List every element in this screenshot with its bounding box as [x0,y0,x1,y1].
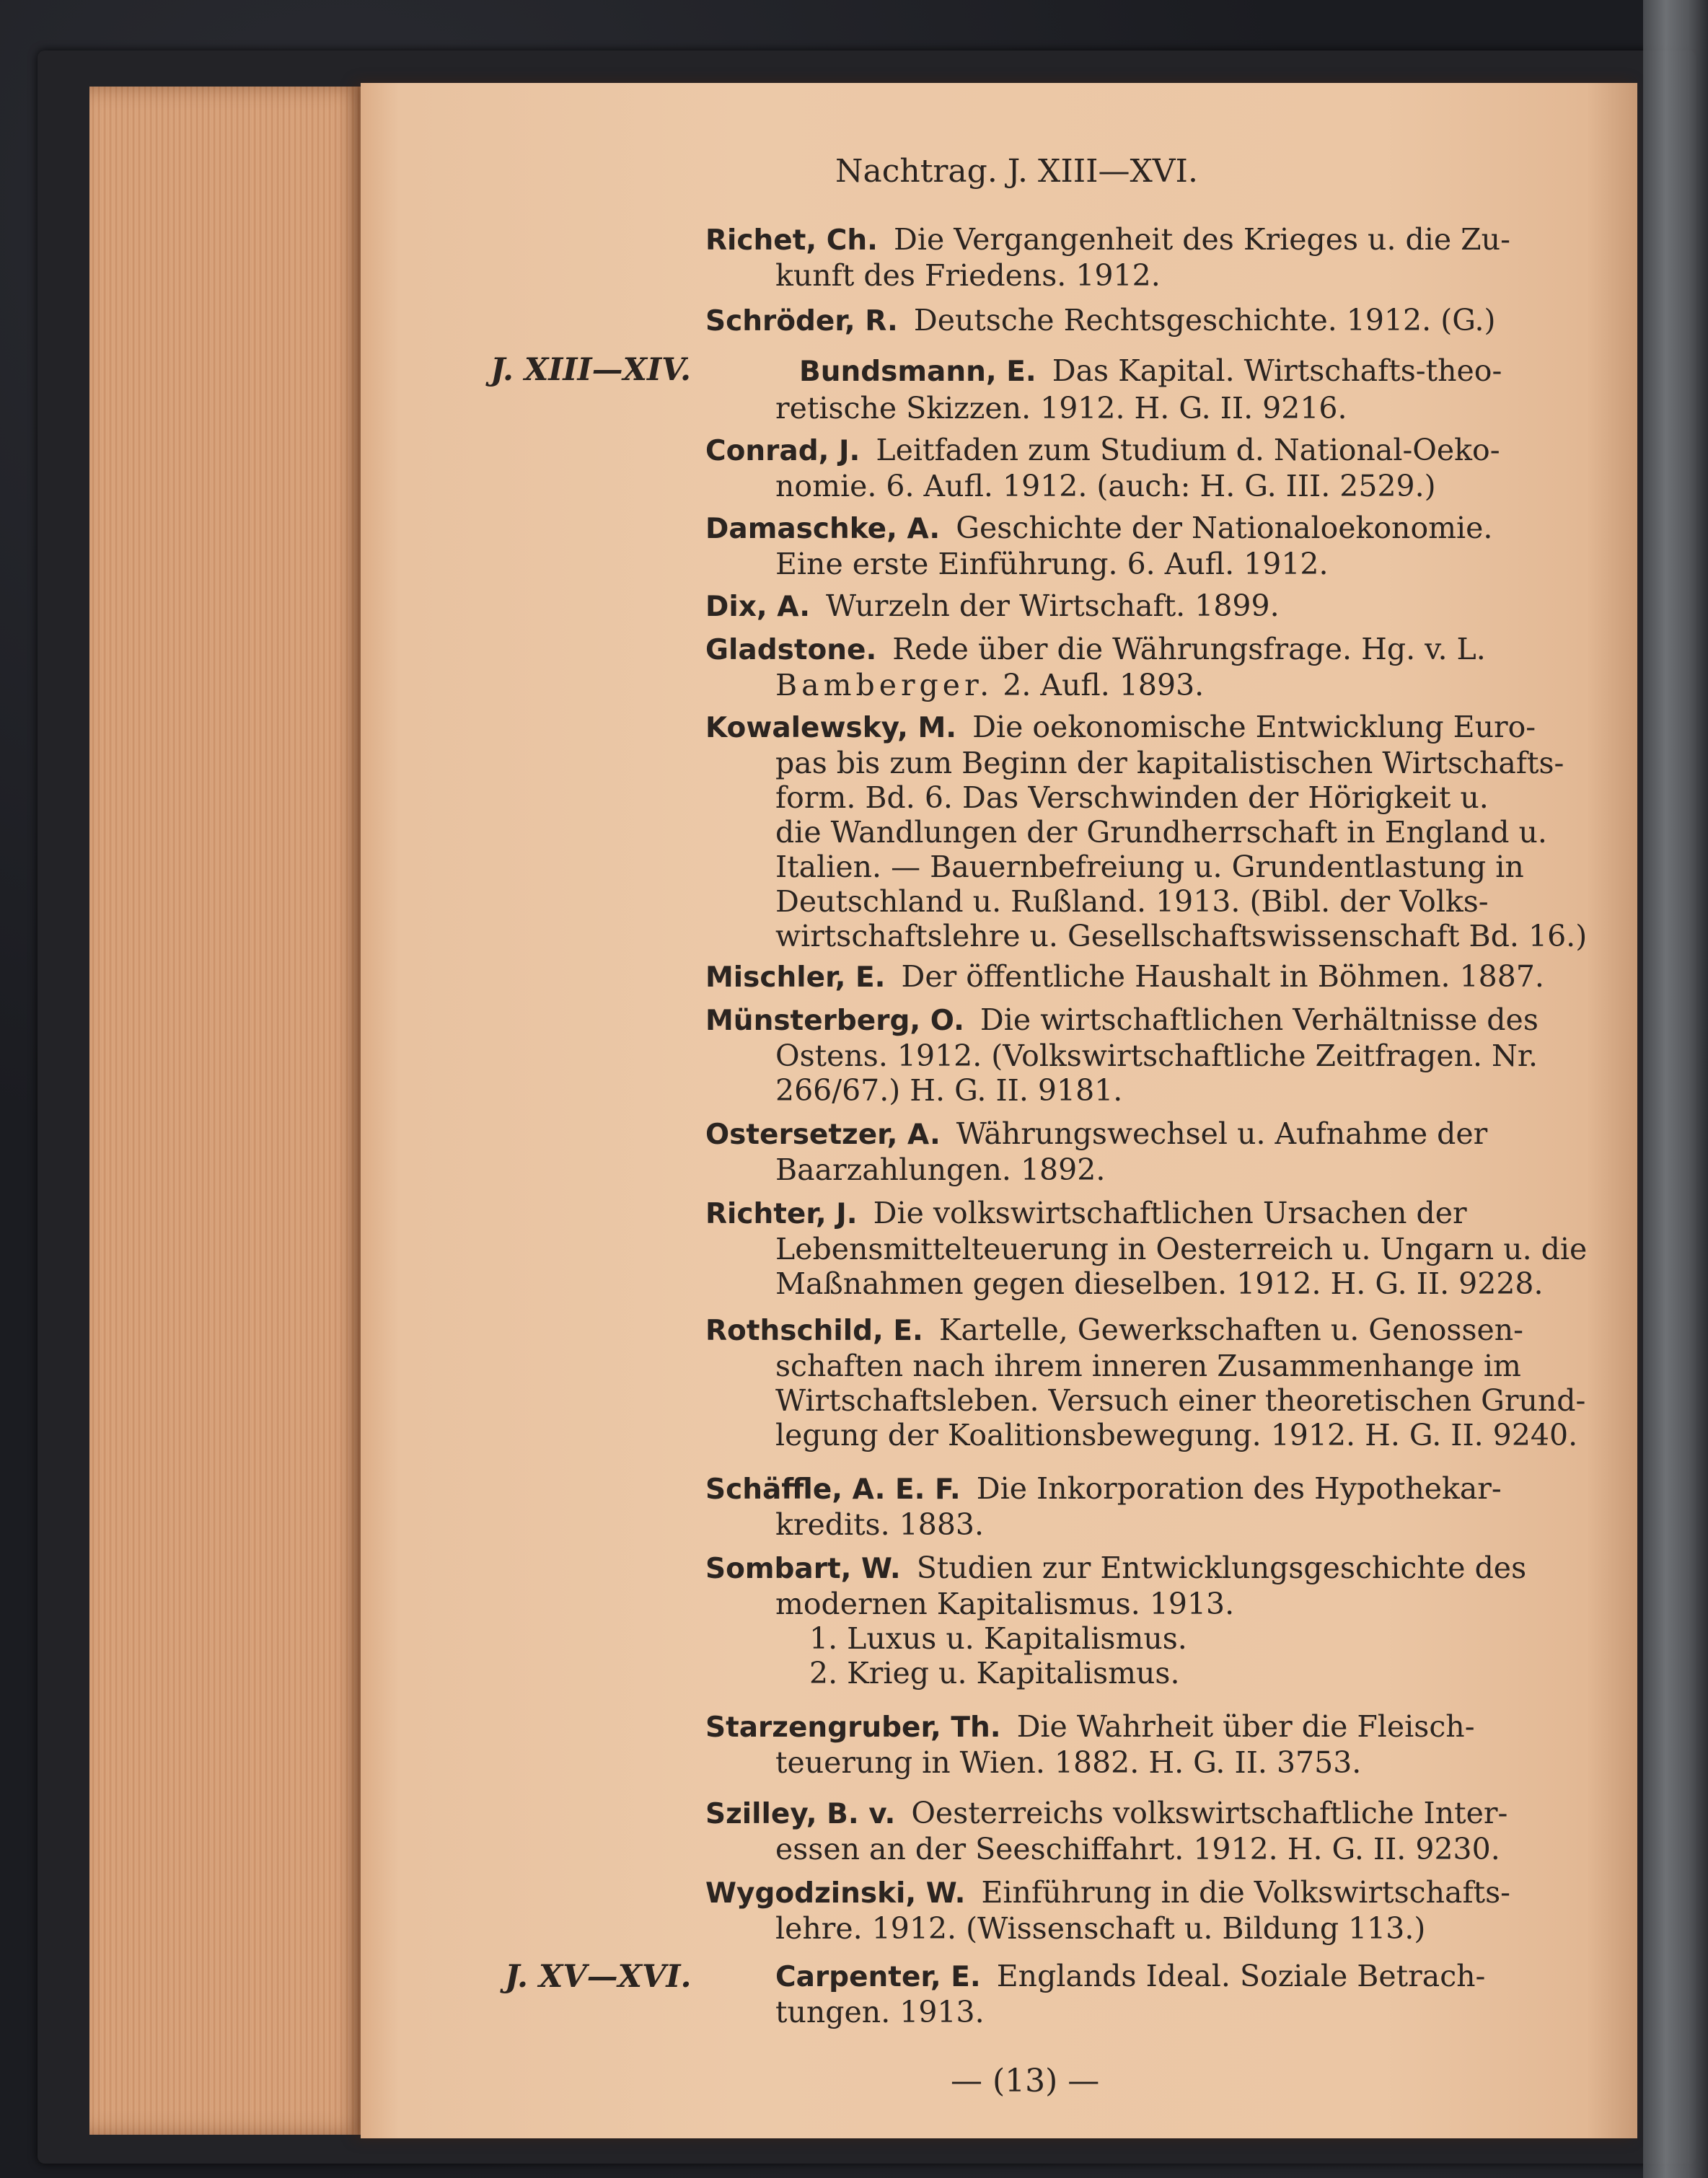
author-name: Richet, Ch. [705,224,878,257]
entry-line [705,1471,1502,1507]
entry-line [705,303,1496,339]
author-name: Gladstone. [705,634,877,666]
entry-line: Baarzahlungen. 1892. [775,1152,1106,1187]
scanner-edge [1643,0,1708,2178]
page-block-edge [89,87,371,2135]
entry-line: tungen. 1913. [775,1995,985,2029]
entry-line: modernen Kapitalismus. 1913. [775,1587,1235,1621]
entry-line [705,959,1544,995]
author-name: Kowalewsky, M. [705,712,957,744]
entry-line: retische Skizzen. 1912. H. G. II. 9216. [775,391,1347,426]
author-name: Sombart, W. [705,1553,901,1585]
entry-line [705,1709,1475,1745]
entry-line: Eine erste Einführung. 6. Aufl. 1912. [775,547,1329,581]
entry-line: Ostens. 1912. (Volkswirtschaftliche Zeitfragen. Nr. [775,1039,1538,1073]
entry-line [705,1313,1523,1349]
entry-text: Rede über die Währungsfrage. Hg. v. L. [892,632,1486,666]
entry-text: Die Wahrheit über die Fleisch- [1016,1709,1475,1744]
entry-line: essen an der Seeschiffahrt. 1912. H. G. II. 9230. [775,1832,1500,1866]
author-name: Richter, J. [705,1198,858,1230]
entry-line: schaften nach ihrem inneren Zusammenhange im [775,1349,1521,1383]
entry-text: Oesterreichs volkswirtschaftliche Inter- [911,1796,1508,1830]
entry-line: Lebensmittelteuerung in Oesterreich u. Ungarn u. die [775,1232,1588,1266]
entry-line: Maßnahmen gegen dieselben. 1912. H. G. II. 9228. [775,1266,1544,1301]
entry-line: Italien. — Bauernbefreiung u. Grundentlastung in [775,850,1524,884]
author-name: Wygodzinski, W. [705,1877,966,1910]
author-name: Schäffle, A. E. F. [705,1473,961,1506]
entry-line: nomie. 6. Aufl. 1912. (auch: H. G. III. 2529.) [775,469,1436,503]
entry-line: lehre. 1912. (Wissenschaft u. Bildung 113.) [775,1911,1426,1946]
entry-line [705,433,1500,469]
entry-line: form. Bd. 6. Das Verschwinden der Hörigkeit u. [775,780,1489,815]
spaced-name: Bamberger. [775,668,994,702]
author-name: Starzengruber, Th. [705,1711,1001,1744]
author-name: Damaschke, A. [705,513,941,545]
entry-text: Einführung in die Volkswirtschafts- [981,1875,1511,1910]
entry-line [705,1551,1526,1587]
entry-line: legung der Koalitionsbewegung. 1912. H. G. II. 9240. [775,1418,1578,1452]
entry-text: Die Vergangenheit des Krieges u. die Zu- [893,222,1510,257]
entry-line [705,1796,1507,1832]
entry-line [705,588,1280,625]
entry-text: Deutsche Rechtsgeschichte. 1912. (G.) [913,303,1496,338]
entry-text: Studien zur Entwicklungsgeschichte des [916,1551,1527,1585]
author-name: Conrad, J. [705,435,860,467]
author-name: Carpenter, E. [775,1961,981,1993]
author-name: Szilley, B. v. [705,1798,896,1830]
entry-line [705,1196,1467,1232]
entry-text: Die wirtschaftlichen Verhältnisse des [980,1002,1538,1037]
author-name: Dix, A. [705,591,811,623]
entry-line [775,668,1204,702]
entry-text: Die Inkorporation des Hypothekar- [976,1471,1502,1506]
entry-text: Der öffentliche Haushalt in Böhmen. 1887. [901,959,1544,994]
entry-text: Kartelle, Gewerkschaften u. Genossen- [938,1313,1524,1347]
entry-text: Leitfaden zum Studium d. National-Oeko- [876,433,1500,467]
author-name: Bundsmann, E. [799,356,1036,388]
entry-line: Wirtschaftsleben. Versuch einer theoretischen Grund- [775,1383,1586,1418]
author-name: Rothschild, E. [705,1315,923,1347]
entry-line: 2. Krieg u. Kapitalismus. [809,1656,1180,1690]
entry-line [705,1002,1538,1039]
author-name: Schröder, R. [705,305,898,338]
entry-text: Englands Ideal. Soziale Betrach- [996,1959,1486,1993]
entry-line [705,222,1589,258]
entry-line [705,1875,1510,1911]
entry-line [705,710,1536,746]
author-name: Ostersetzer, A. [705,1119,941,1151]
section-label: J. XV—XVI. [505,1959,692,1995]
entry-text: Die oekonomische Entwicklung Euro- [972,710,1536,744]
entry-text: Das Kapital. Wirtschafts-theo- [1052,353,1502,388]
entry-line: pas bis zum Beginn der kapitalistischen Wirtschafts- [775,746,1564,780]
page-number: — (13) — [951,2063,1100,2099]
entry-line [705,511,1492,547]
entry-text: 2. Aufl. 1893. [1003,668,1205,702]
entry-text: Die volkswirtschaftlichen Ursachen der [873,1196,1467,1230]
entry-line: kredits. 1883. [775,1507,985,1542]
entry-text: Geschichte der Nationaloekonomie. [956,511,1493,545]
entry-line: wirtschaftslehre u. Gesellschaftswissenschaft Bd. 16.) [775,919,1588,953]
entry-line: teuerung in Wien. 1882. H. G. II. 3753. [775,1745,1362,1780]
entry-line [705,1116,1487,1152]
entry-line [799,353,1589,389]
section-label: J. XIII—XIV. [490,352,691,388]
entry-line [705,632,1486,668]
entry-text: Wurzeln der Wirtschaft. 1899. [826,588,1280,623]
entry-line: 1. Luxus u. Kapitalismus. [809,1621,1187,1656]
author-name: Münsterberg, O. [705,1005,964,1037]
entry-line: kunft des Friedens. 1912. [775,258,1161,293]
entry-line: 266/67.) H. G. II. 9181. [775,1073,1123,1108]
entry-line: die Wandlungen der Grundherrschaft in England u. [775,815,1547,850]
page-header: Nachtrag. J. XIII—XVI. [835,153,1198,190]
entry-text: Währungswechsel u. Aufnahme der [956,1116,1488,1151]
entry-line: Deutschland u. Rußland. 1913. (Bibl. der Volks- [775,884,1489,919]
entry-line [775,1959,1485,1995]
author-name: Mischler, E. [705,961,886,994]
